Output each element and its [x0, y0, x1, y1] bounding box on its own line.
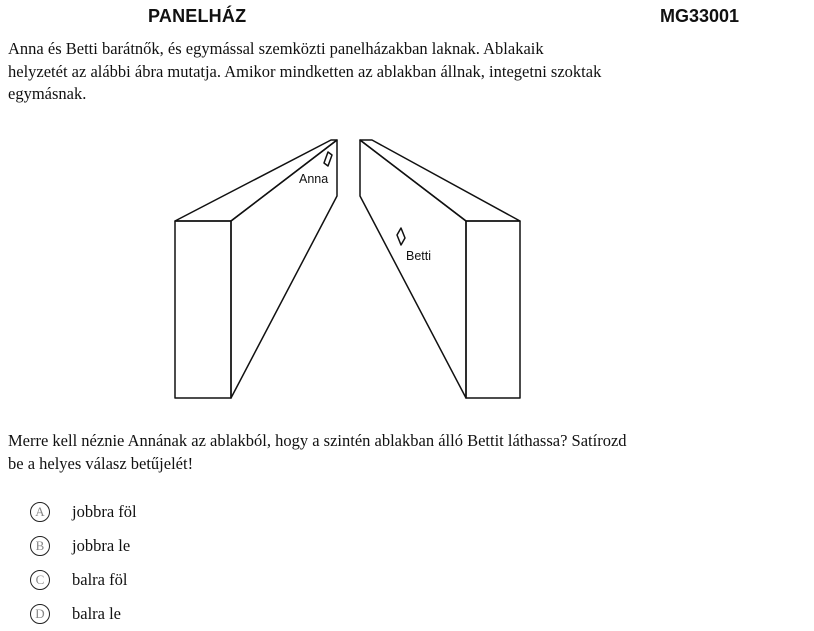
task-code: MG33001 — [660, 6, 740, 26]
option-b-text: jobbra le — [72, 536, 131, 555]
option-d[interactable] — [30, 597, 137, 631]
option-a-bubble[interactable]: A — [30, 502, 50, 522]
betti-building-top-face — [360, 140, 520, 221]
answer-options — [30, 495, 137, 631]
intro-line-2: helyzetét az alábbi ábra mutatja. Amikor mindketten az ablakban állnak, integetni szoktak — [8, 61, 602, 81]
option-b[interactable] — [30, 529, 137, 563]
anna-building-front-face — [175, 221, 231, 398]
option-c-text: balra föl — [72, 570, 128, 589]
option-b-bubble[interactable]: B — [30, 536, 50, 556]
betti-building-front-face — [466, 221, 520, 398]
page-title: PANELHÁZ — [148, 6, 247, 26]
option-c-bubble[interactable]: C — [30, 570, 50, 590]
option-d-text: balra le — [72, 604, 122, 623]
option-d-bubble[interactable]: D — [30, 604, 50, 624]
betti-building-side-face — [360, 140, 466, 398]
option-c[interactable] — [30, 563, 137, 597]
option-a[interactable] — [30, 495, 137, 529]
option-a-text: jobbra föl — [72, 502, 137, 521]
intro-line-1: Anna és Betti barátnők, és egymással szemközti panelházakban laknak. Ablakaik — [8, 39, 544, 58]
betti-window — [397, 228, 405, 245]
intro-line-3: egymásnak. — [8, 84, 87, 103]
betti-label: Betti — [406, 249, 432, 263]
question-paragraph — [8, 430, 808, 475]
anna-label: Anna — [299, 172, 329, 186]
question-line-2: be a helyes válasz betűjelét! — [8, 453, 194, 473]
question-line-1: Merre kell néznie Annának az ablakból, hogy a szintén ablakban álló Bettit láthassa? Satírozd — [8, 431, 627, 450]
anna-window — [324, 152, 332, 166]
